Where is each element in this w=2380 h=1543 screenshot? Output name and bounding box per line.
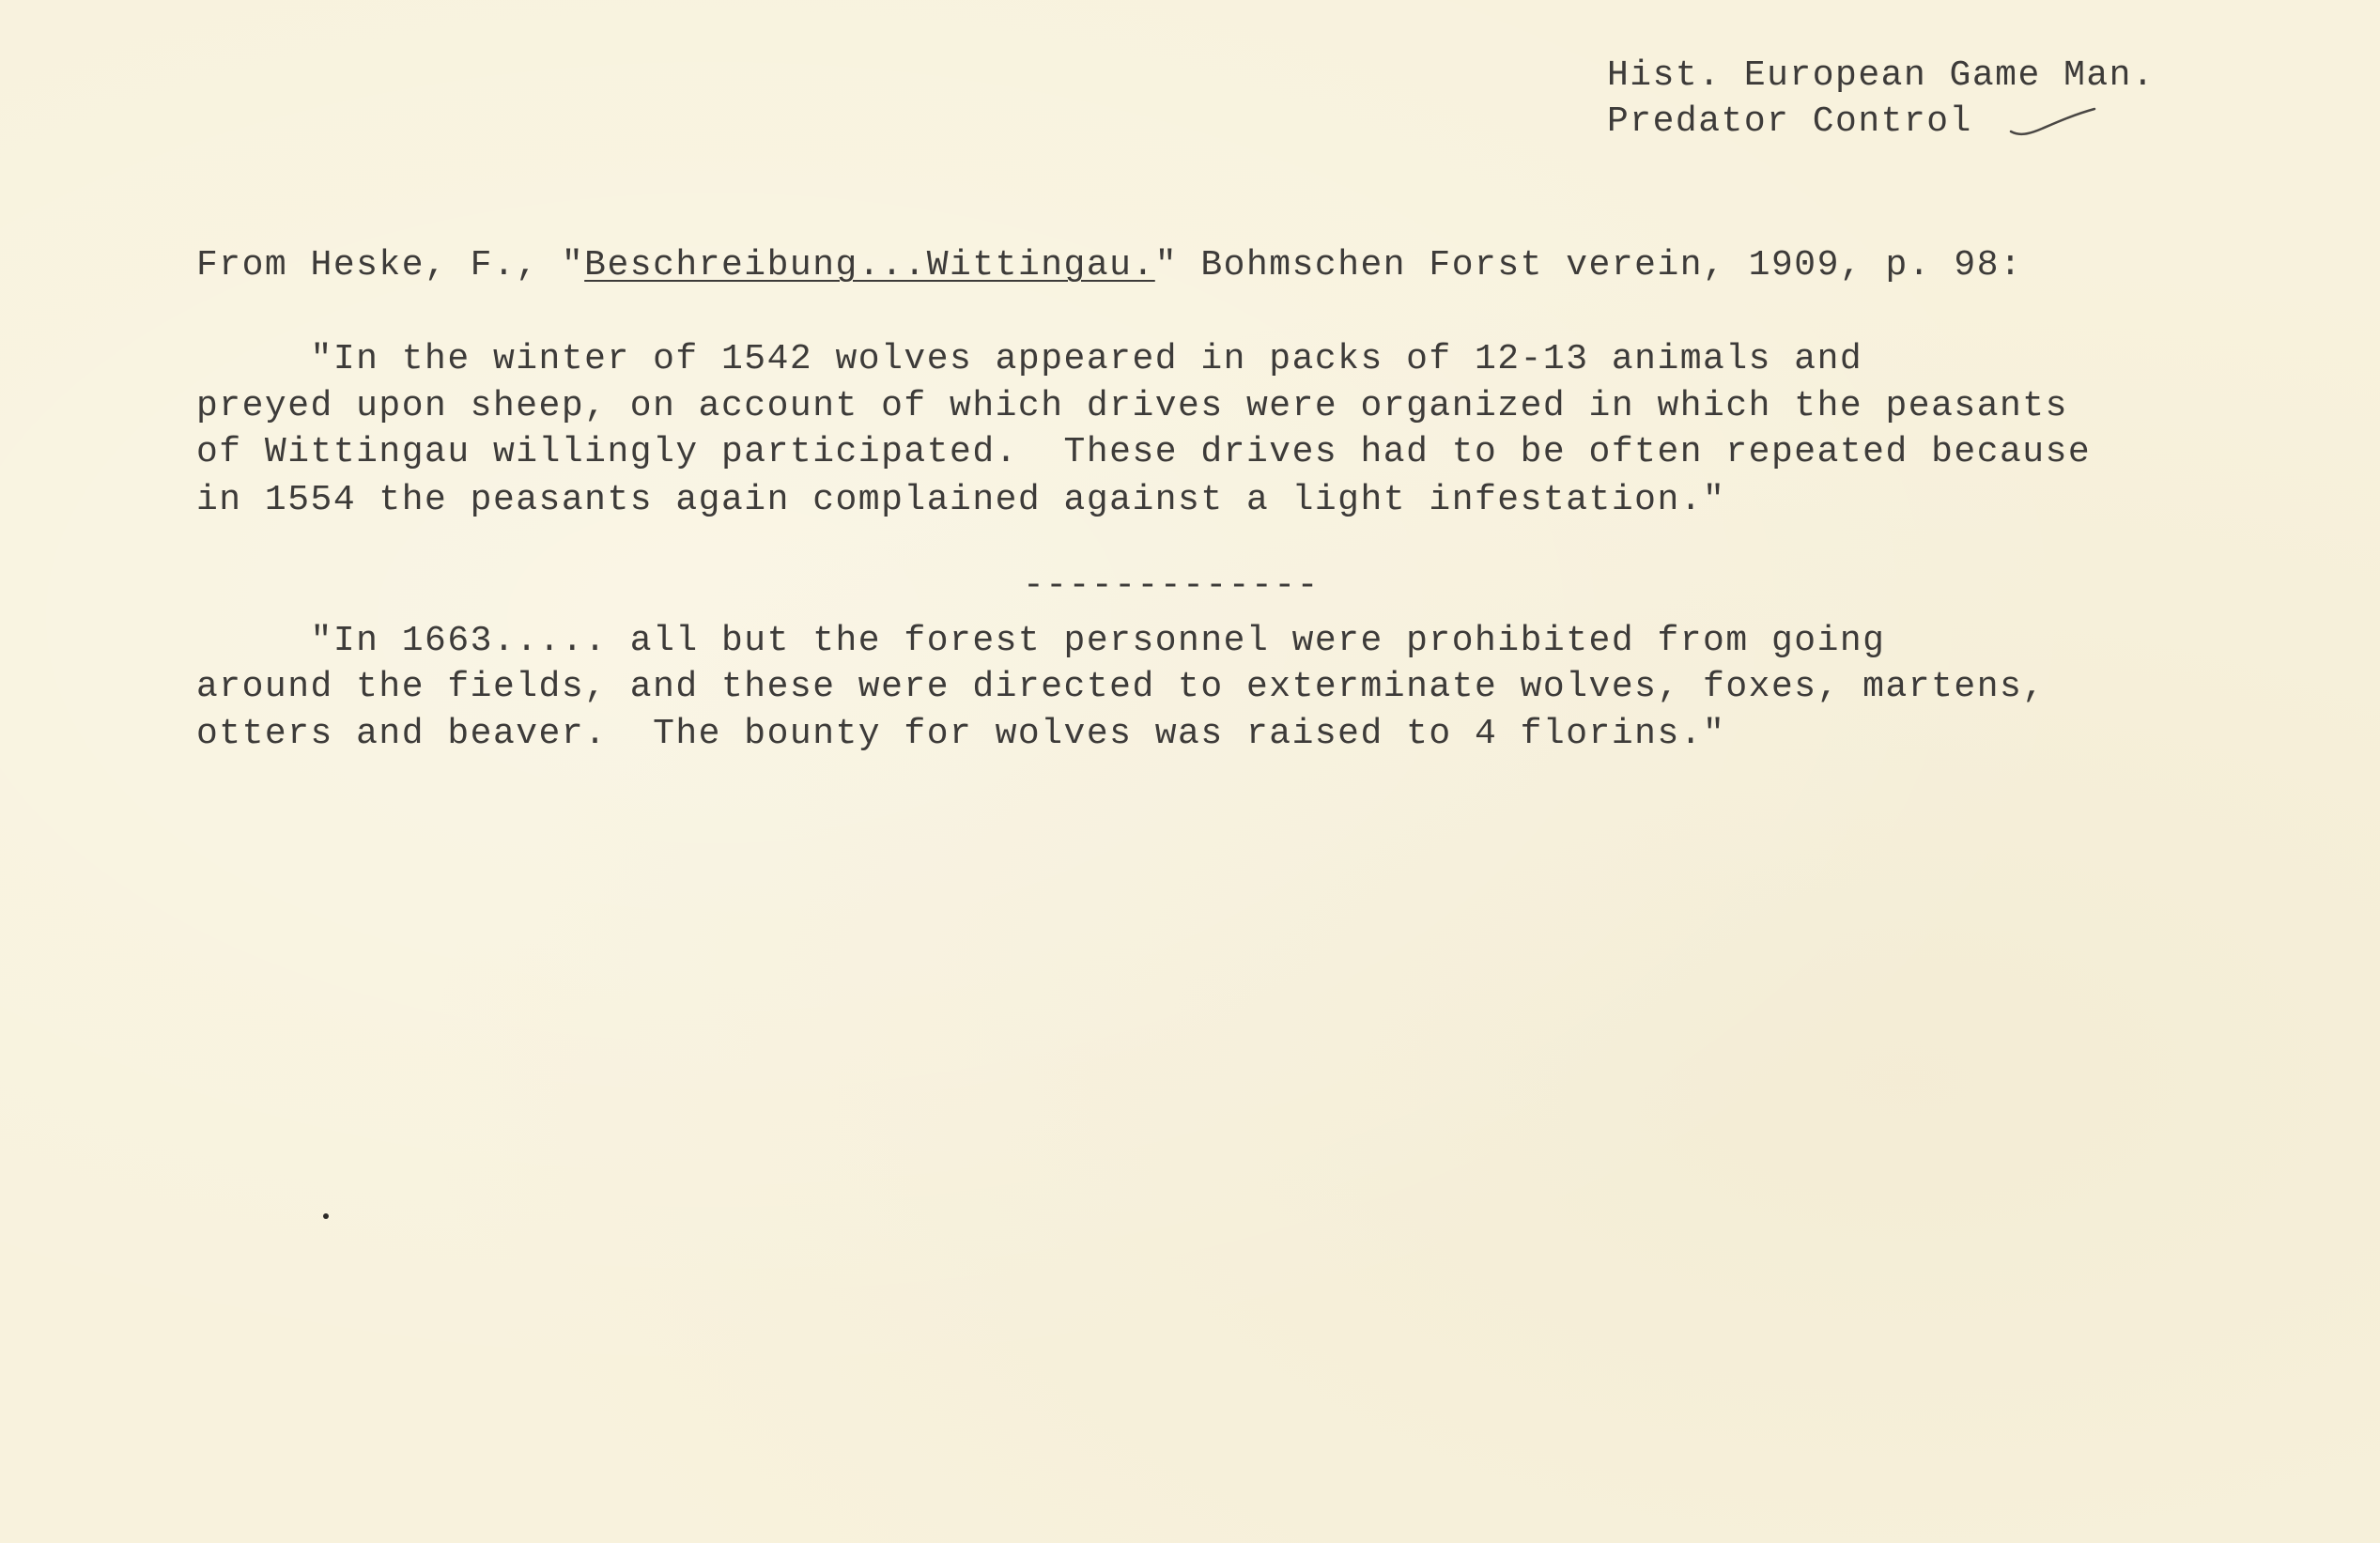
section-separator: ------------- — [1023, 565, 1320, 606]
header-topic: Predator Control — [1607, 101, 1972, 142]
quote2-line: "In 1663..... all but the forest personnel were prohibited from going — [196, 621, 1886, 661]
header-subject: Hist. European Game Man. — [1607, 55, 2156, 96]
citation-suffix: " Bohmschen Forst verein, 1909, p. 98: — [1154, 245, 2023, 285]
ink-speck — [323, 1213, 329, 1219]
quote2-line: around the fields, and these were directed to exterminate wolves, foxes, martens, — [196, 667, 2046, 707]
quote1-line: "In the winter of 1542 wolves appeared in packs of 12-13 animals and — [196, 339, 1863, 379]
quote2-line: otters and beaver. The bounty for wolves was raised to 4 florins." — [196, 714, 1726, 754]
check-mark-icon — [2008, 105, 2097, 143]
citation-prefix: From Heske, F., " — [196, 245, 585, 285]
citation-line — [196, 243, 2022, 288]
quote1-line: in 1554 the peasants again complained against a light infestation." — [196, 480, 1726, 520]
quote1-line: of Wittingau willingly participated. These drives had to be often repeated because — [196, 432, 2092, 472]
quote1-line: preyed upon sheep, on account of which drives were organized in which the peasants — [196, 386, 2068, 426]
citation-title: Beschreibung...Wittingau. — [584, 245, 1155, 285]
